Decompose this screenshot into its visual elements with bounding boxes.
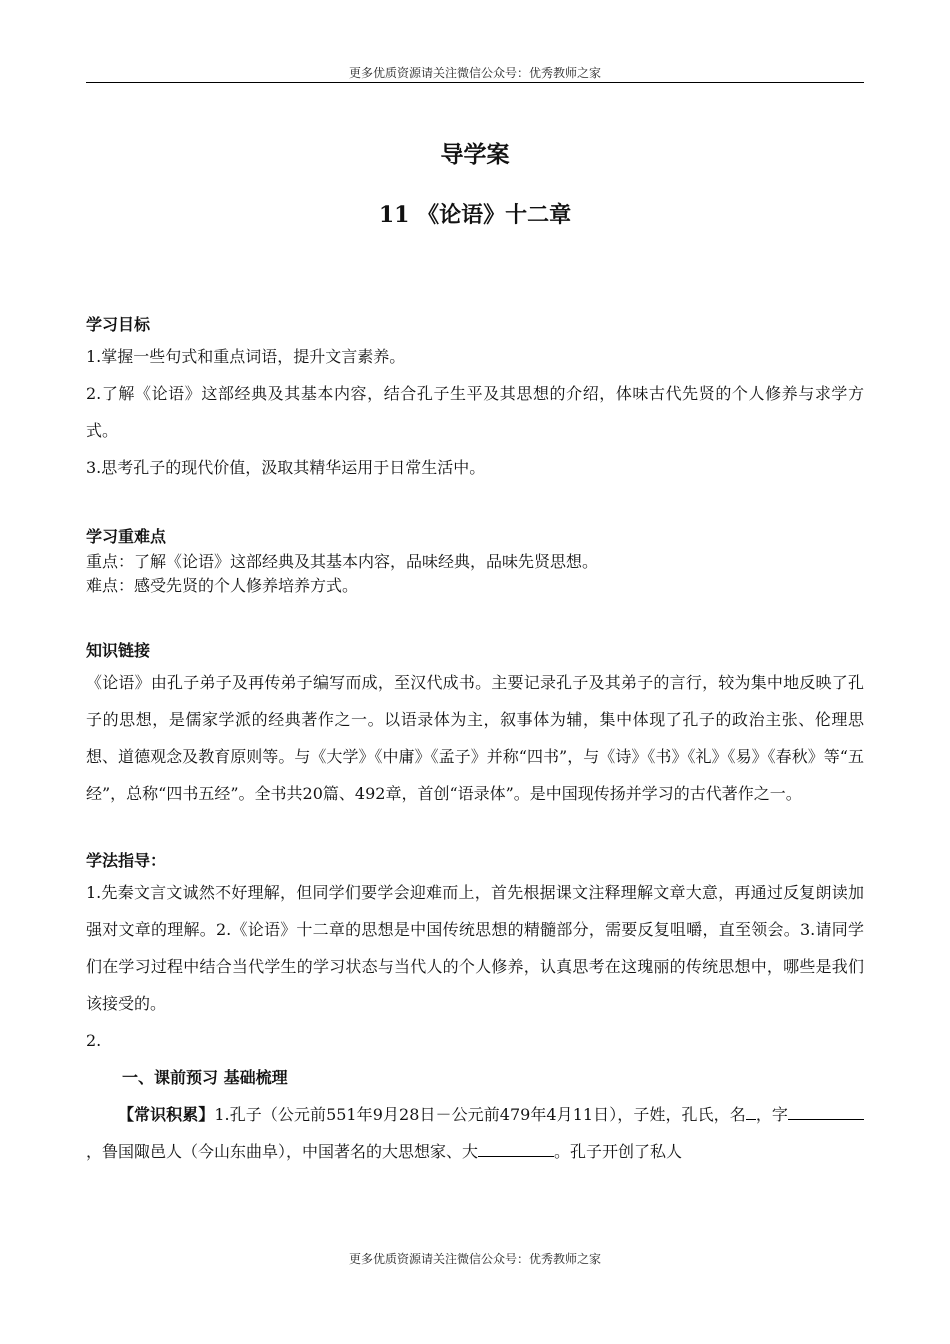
key-point-item: 重点：了解《论语》这部经典及其基本内容，品味经典，品味先贤思想。 bbox=[86, 552, 599, 571]
document-subtitle: 11 《论语》十二章 bbox=[378, 202, 572, 228]
preview-paragraph bbox=[86, 1096, 864, 1170]
key-points-heading: 学习重难点 bbox=[86, 527, 167, 546]
objective-item: 3.思考孔子的现代价值，汲取其精华运用于日常生活中。 bbox=[86, 458, 486, 477]
page-footer: 更多优质资源请关注微信公众号：优秀教师之家 bbox=[348, 1252, 601, 1266]
preview-label: 【常识积累】 bbox=[118, 1105, 215, 1124]
blank-field-name[interactable] bbox=[746, 1103, 756, 1120]
method-text: 1.先秦文言文诚然不好理解，但同学们要学会迎难而上，首先根据课文注释理解文章大意，再通过反复朗读加强对文章的理解。2.《论语》十二章的思想是中国传统思想的精髓部分，需要反复咀嚼，直至领会。3.请同学们在学习过程中结合当代学生的学习状态与当代人的个人修养，认真思考在这瑰丽的传统思想中，哪些是我们该接受的。 bbox=[86, 883, 864, 1013]
document-title: 导学案 bbox=[440, 142, 510, 168]
objective-item: 1.掌握一些句式和重点词语，提升文言素养。 bbox=[86, 347, 406, 366]
preview-text: ，鲁国陬邑人（今山东曲阜），中国著名的大思想家、大 bbox=[86, 1142, 479, 1161]
objectives-heading: 学习目标 bbox=[86, 315, 151, 334]
key-point-item: 难点：感受先贤的个人修养培养方式。 bbox=[86, 576, 359, 595]
method-heading: 学法指导： bbox=[86, 851, 167, 870]
knowledge-text: 《论语》由孔子弟子及再传弟子编写而成，至汉代成书。主要记录孔子及其弟子的言行，较为集中地反映了孔子的思想，是儒家学派的经典著作之一。以语录体为主，叙事体为辅，集中体现了孔子的政治主张、伦理思想、道德观念及教育原则等。与《大学》《中庸》《孟子》并称“四书”，与《诗》《书》《礼》《易》《春秋》等“五经”，总称“四书五经”。全书共20篇、492章，首创“语录体”。是中国现传扬并学习的古代著作之一。 bbox=[86, 673, 864, 803]
header-rule bbox=[86, 82, 864, 83]
blank-field-title[interactable] bbox=[478, 1140, 554, 1157]
blank-field-courtesy-name[interactable] bbox=[788, 1103, 864, 1120]
preview-text: 。孔子开创了私人 bbox=[554, 1142, 683, 1161]
preview-section-title: 一、课前预习 基础梳理 bbox=[122, 1068, 288, 1087]
objective-item: 2.了解《论语》这部经典及其基本内容，结合孔子生平及其思想的介绍，体味古代先贤的个人修养与求学方式。 bbox=[86, 384, 864, 440]
document-body bbox=[86, 312, 864, 1170]
knowledge-heading: 知识链接 bbox=[86, 641, 151, 660]
method-extra: 2. bbox=[86, 1031, 102, 1050]
preview-text: 1.孔子（公元前551年9月28日－公元前479年4月11日），子姓，孔氏，名 bbox=[214, 1105, 746, 1124]
preview-text: ，字 bbox=[755, 1105, 788, 1124]
page-header: 更多优质资源请关注微信公众号：优秀教师之家 bbox=[348, 66, 601, 80]
